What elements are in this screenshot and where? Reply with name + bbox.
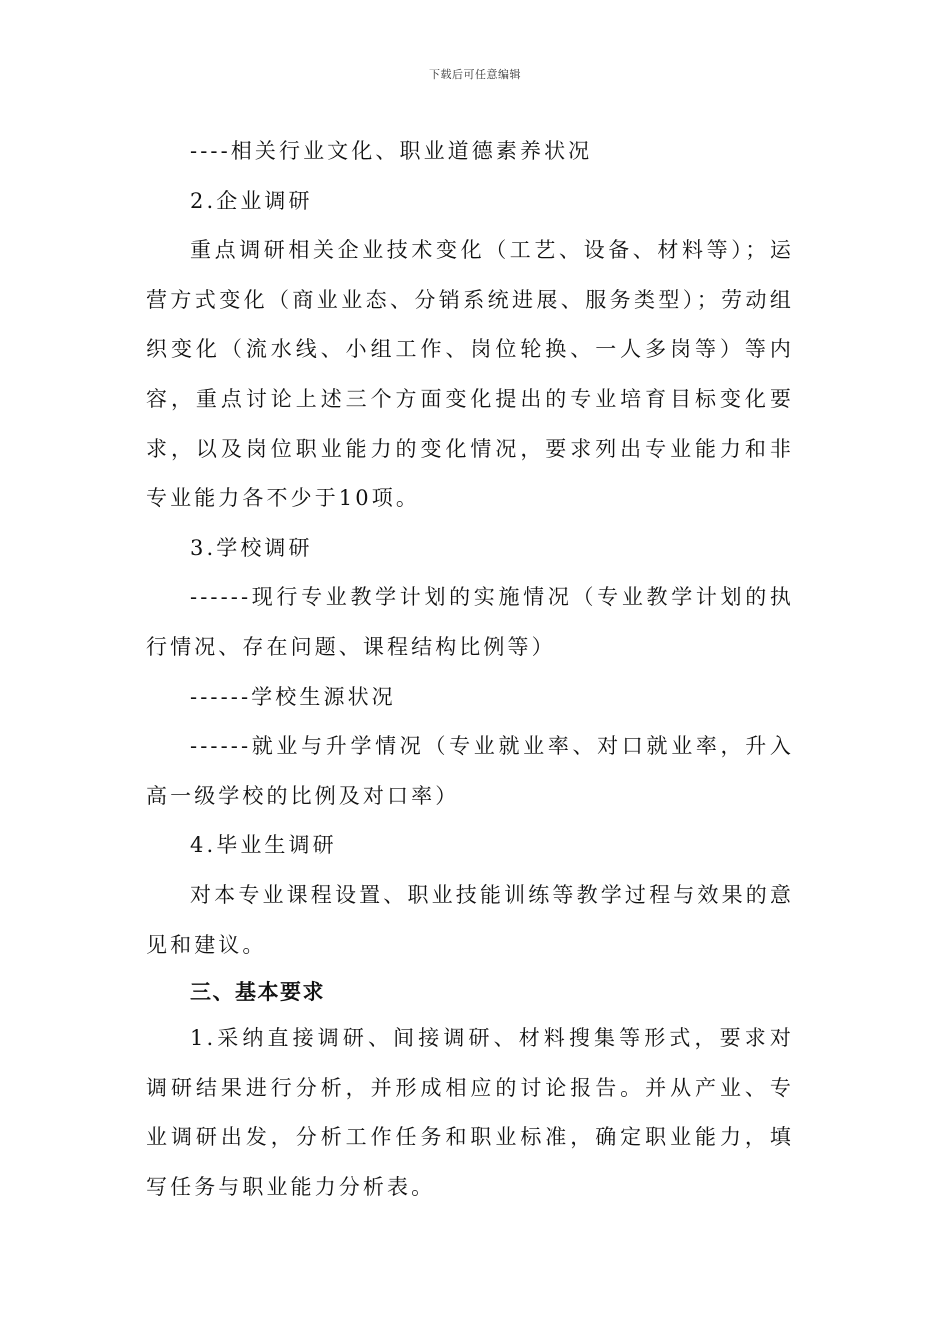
page-header: 下载后可任意编辑 <box>429 68 521 81</box>
section-graduate-research: 4.毕业生调研 <box>190 833 337 858</box>
paragraph-employment: ------就业与升学情况（专业就业率、对口就业率，升入高一级学校的比例及对口率） <box>146 734 794 808</box>
paragraph-teaching-plan: ------现行专业教学计划的实施情况（专业教学计划的执行情况、存在问题、课程结构比例等） <box>146 585 794 659</box>
paragraph-graduate-feedback: 对本专业课程设置、职业技能训练等教学过程与效果的意见和建议。 <box>146 882 794 957</box>
document-body <box>146 127 794 1212</box>
paragraph-industry-culture: ----相关行业文化、职业道德素养状况 <box>190 139 593 163</box>
section-enterprise-research: 2.企业调研 <box>190 188 313 213</box>
section-school-research: 3.学校调研 <box>190 535 313 560</box>
heading-basic-requirements: 三、基本要求 <box>190 980 325 1005</box>
paragraph-enterprise-details: 重点调研相关企业技术变化（工艺、设备、材料等）；运营方式变化（商业业态、分销系统进展、服务类型）；劳动组织变化（流水线、小组工作、岗位轮换、一人多岗等）等内容，重点讨论上述三个方面变化提出的专业培育目标变化要求，以及岗位职业能力的变化情况，要求列出专业能力和非专业能力各不少于10项。 <box>146 238 794 511</box>
paragraph-requirement-1: 1.采纳直接调研、间接调研、材料搜集等形式，要求对调研结果进行分析，并形成相应的讨论报告。并从产业、专业调研出发，分析工作任务和职业标准，确定职业能力，填写任务与职业能力分析表。 <box>146 1026 794 1199</box>
paragraph-student-source: ------学校生源状况 <box>190 684 396 709</box>
